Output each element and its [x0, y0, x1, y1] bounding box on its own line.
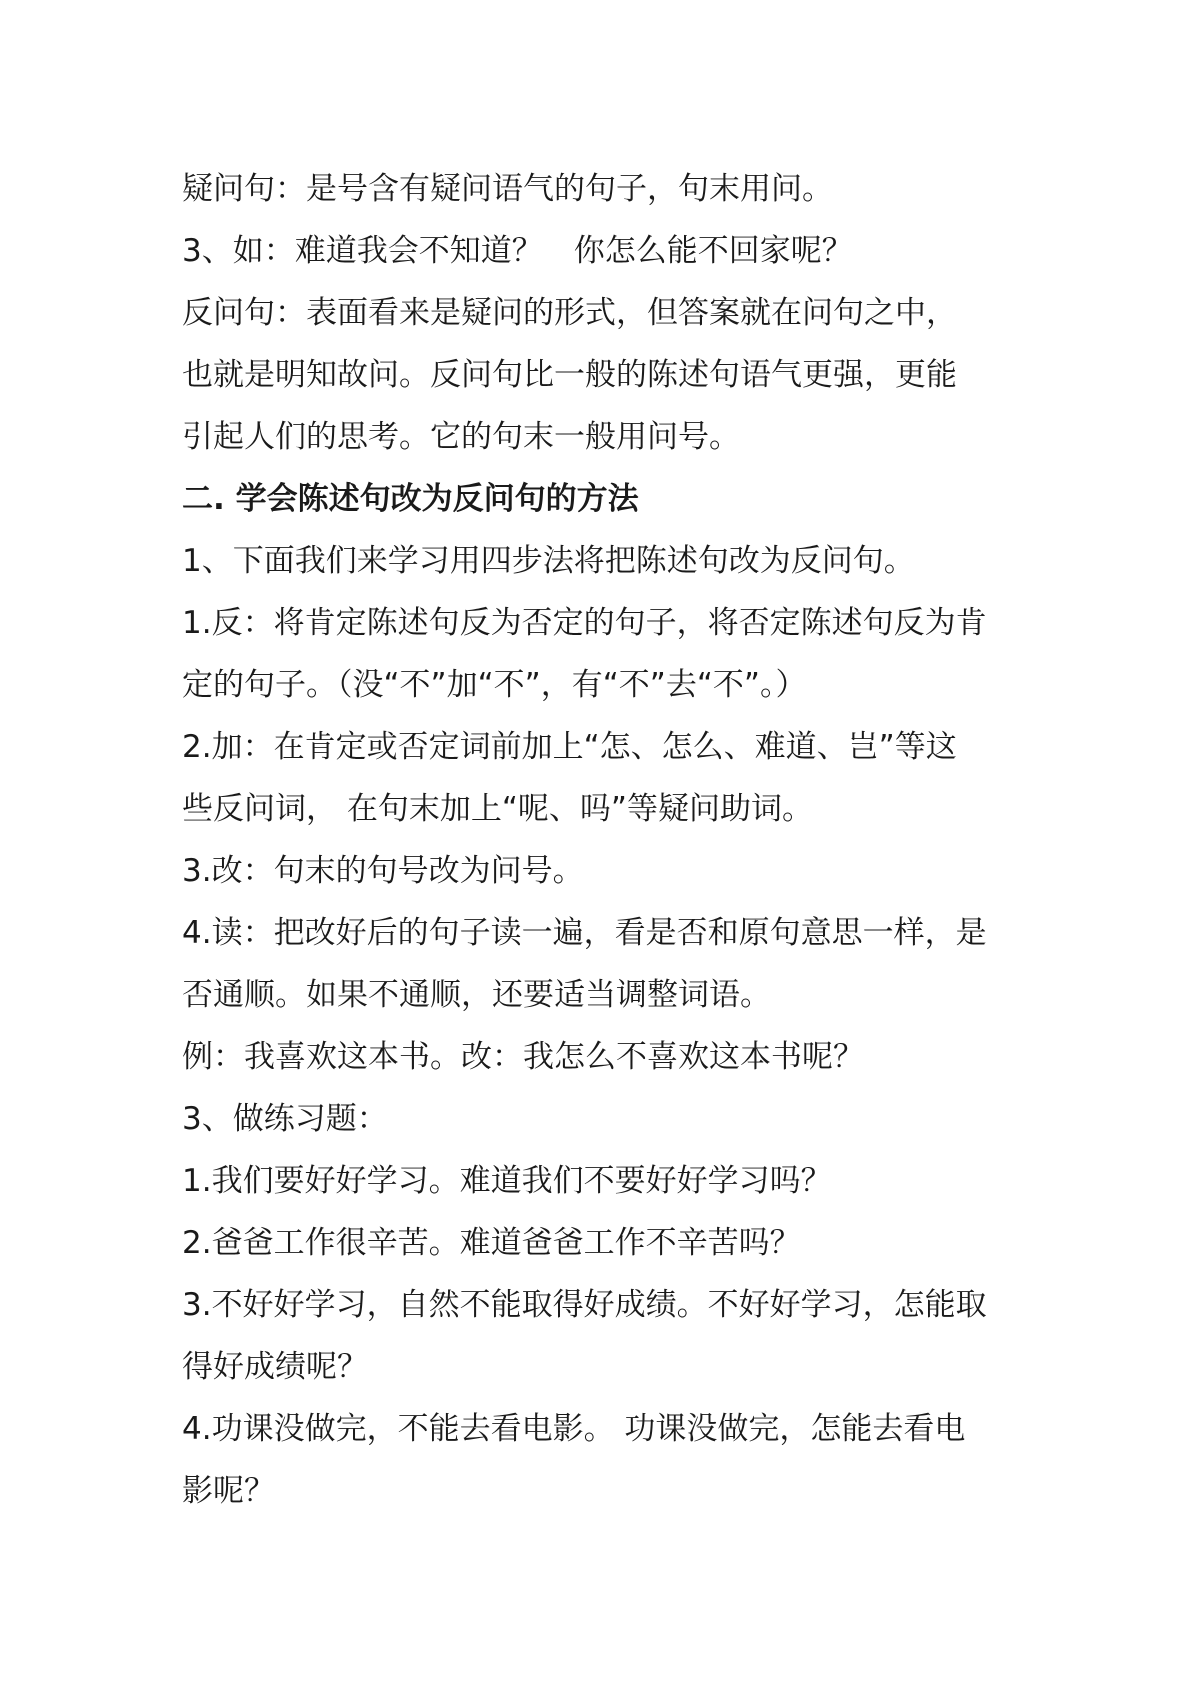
- text-line: 1、下面我们来学习用四步法将把陈述句改为反问句。: [182, 543, 915, 579]
- text-line: 4.读：把改好后的句子读一遍，看是否和原句意思一样，是: [182, 915, 987, 951]
- text-line: 反问句：表面看来是疑问的形式，但答案就在问句之中，: [182, 295, 957, 331]
- text-line: 1.反：将肯定陈述句反为否定的句子，将否定陈述句反为肯: [182, 605, 987, 641]
- text-line: 否通顺。如果不通顺，还要适当调整词语。: [182, 977, 771, 1013]
- example-line: 例：我喜欢这本书。改：我怎么不喜欢这本书呢？: [182, 1039, 864, 1075]
- text-line: 定的句子。（没“不”加“不”，有“不”去“不”。）: [182, 667, 807, 703]
- text-line: 3、如：难道我会不知道？ 你怎么能不回家呢？: [182, 233, 853, 269]
- text-line: 些反问词， 在句末加上“呢、吗”等疑问助词。: [182, 791, 813, 827]
- exercise-line: 2.爸爸工作很辛苦。难道爸爸工作不辛苦吗？: [182, 1225, 801, 1261]
- exercise-line: 得好成绩呢？: [182, 1349, 368, 1385]
- exercise-line: 影呢？: [182, 1473, 275, 1509]
- text-line: 引起人们的思考。它的句末一般用问号。: [182, 419, 740, 455]
- exercise-line: 4.功课没做完，不能去看电影。 功课没做完，怎能去看电: [182, 1411, 966, 1447]
- text-line: 3.改：句末的句号改为问号。: [182, 853, 584, 889]
- document-body: [182, 158, 1022, 1522]
- exercise-line: 1.我们要好好学习。难道我们不要好好学习吗？: [182, 1163, 832, 1199]
- text-line: 疑问句：是号含有疑问语气的句子，句末用问。: [182, 171, 833, 207]
- text-line: 也就是明知故问。反问句比一般的陈述句语气更强，更能: [182, 357, 957, 393]
- section-heading: 二. 学会陈述句改为反问句的方法: [182, 481, 639, 517]
- text-line: 2.加：在肯定或否定词前加上“怎、怎么、难道、岂”等这: [182, 729, 957, 765]
- text-line: 3、做练习题：: [182, 1101, 388, 1137]
- exercise-line: 3.不好好学习，自然不能取得好成绩。不好好学习，怎能取: [182, 1287, 987, 1323]
